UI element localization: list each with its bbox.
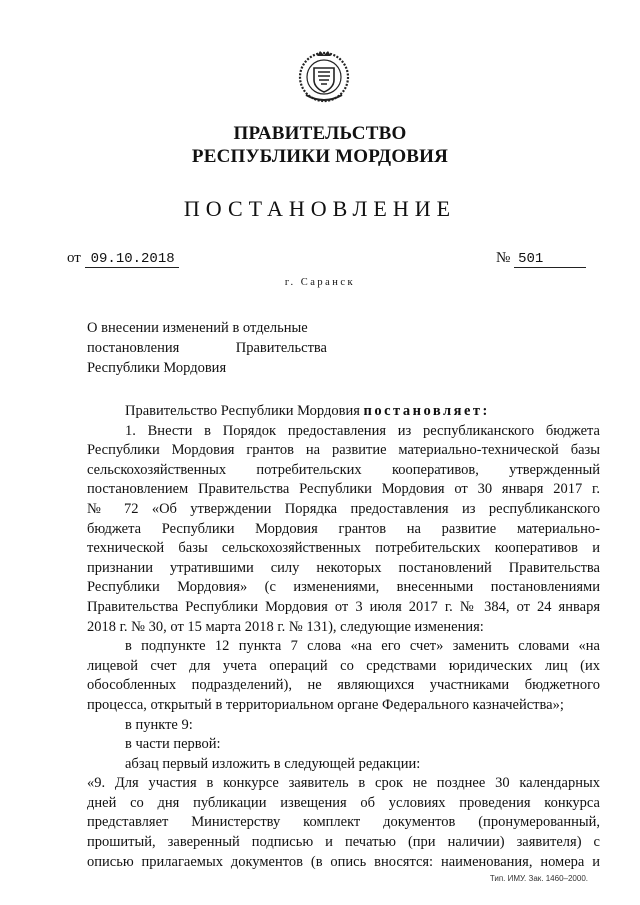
- date-value: 09.10.2018: [85, 251, 179, 268]
- body-line: в пункте 9:: [125, 716, 193, 733]
- subject-line2-word2: Правительства: [235, 340, 327, 356]
- body-line: «9. Для участия в конкурсе заявитель в срок не позднее 30 календарных: [87, 775, 600, 792]
- intro-text: Правительство Республики Мордовия: [125, 403, 360, 419]
- body-line: представляет Министерству комплект документов (пронумерованный,: [87, 814, 600, 831]
- date-field: [67, 250, 179, 268]
- print-info: Тип. ИМУ. Зак. 1460–2000.: [489, 874, 588, 883]
- document-subject: [87, 318, 327, 378]
- body-line: дней со дня публикации извещения об условиях проведения конкурса: [87, 794, 600, 811]
- body-line: признании утратившими силу некоторых постановлений Правительства: [87, 559, 600, 576]
- body-line: в части первой:: [125, 736, 221, 753]
- body-line: Республики Мордовия» (с изменениями, внесенными постановлениями: [87, 579, 600, 596]
- body-line: сельскохозяйственных потребительских кооперативов, утвержденный: [87, 461, 600, 478]
- document-body: [87, 402, 600, 872]
- body-line: Правительства Республики Мордовия от 3 июля 2017 г. № 384, от 24 января: [87, 598, 600, 615]
- body-line: бюджета Республики Мордовия грантов на развитие материально-: [87, 520, 600, 537]
- body-line: Республики Мордовия грантов на развитие материально-технической базы: [87, 442, 600, 459]
- body-line: описью прилагаемых документов (в опись вносятся: наименования, номера и: [87, 853, 600, 870]
- document-type-title: ПОСТАНОВЛЕНИЕ: [183, 196, 457, 221]
- subject-line2: [87, 338, 327, 358]
- subject-line2-word1: постановления: [87, 340, 180, 356]
- document-number-field: [496, 250, 586, 268]
- body-line: № 72 «Об утверждении Порядка предоставления из республиканского: [87, 500, 600, 517]
- body-line: обособленных подразделений), не являющихся участниками бюджетного: [87, 677, 600, 694]
- coat-of-arms-icon: [296, 47, 352, 105]
- date-prefix: от: [67, 250, 81, 266]
- number-value: 501: [514, 251, 586, 268]
- intro-verb: постановляет:: [363, 403, 490, 419]
- body-line: в подпункте 12 пункта 7 слова «на его счет» заменить словами «на: [125, 638, 600, 655]
- body-line: технической базы сельскохозяйственных потребительских кооперативов и: [87, 540, 600, 557]
- body-line: 1. Внести в Порядок предоставления из республиканского бюджета: [125, 422, 600, 439]
- intro-line: [87, 402, 600, 422]
- organization-name-line1: ПРАВИТЕЛЬСТВО: [233, 123, 407, 144]
- body-line: 2018 г. № 30, от 15 марта 2018 г. № 131), следующие изменения:: [87, 618, 484, 635]
- body-line: постановлением Правительства Республики Мордовия от 30 января 2017 г.: [87, 481, 600, 498]
- body-line: абзац первый изложить в следующей редакции:: [125, 755, 421, 772]
- number-prefix: №: [496, 250, 511, 266]
- subject-line3: Республики Мордовия: [87, 360, 227, 376]
- organization-name-line2: РЕСПУБЛИКИ МОРДОВИЯ: [191, 146, 449, 167]
- body-line: лицевой счет для учета операций со средствами юридических лиц (их: [87, 657, 600, 674]
- body-line: процесса, открытый в территориальном органе Федерального казначейства»;: [87, 696, 564, 713]
- city-label: г. Саранск: [284, 277, 356, 288]
- body-line: прошитый, заверенный подписью и печатью (при наличии) заявителя) с: [87, 834, 600, 851]
- subject-line1: О внесении изменений в отдельные: [87, 320, 308, 336]
